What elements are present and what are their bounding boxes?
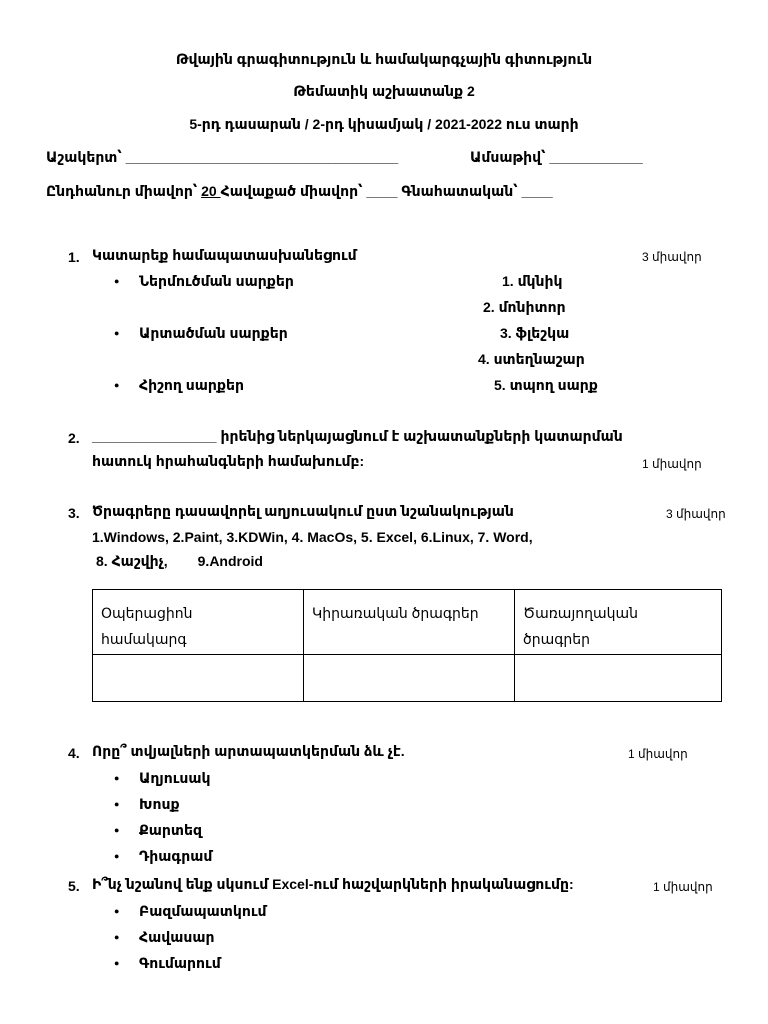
q3-text: Ծրագրերը դասավորել աղյուսակում ըստ նշանակության — [92, 503, 514, 519]
date-label: Ամսաթիվ՝ — [470, 149, 550, 165]
q1-option: 2. մոնիտոր — [483, 299, 566, 315]
q1-bullet-item: ● Արտածման սարքեր — [139, 324, 288, 342]
q5-text: Ի՞նչ նշանով ենք սկսում Excel-ում հաշվարկների իրականացումը: — [92, 876, 574, 892]
student-name-label: Աշակերտ՝ — [46, 149, 126, 165]
table-header-cell-os — [93, 590, 304, 655]
date-blank: ____________ — [549, 149, 643, 165]
scores-row — [46, 182, 553, 200]
q3-points: 3 միավոր — [666, 507, 726, 521]
q3-programs-line2 — [96, 552, 263, 570]
grade-blank: ____ — [521, 183, 553, 199]
q1-points: 3 միավոր — [642, 250, 702, 264]
q1-option: 1. մկնիկ — [502, 273, 563, 289]
q1-number: 1. — [68, 249, 80, 265]
table-header-cell-utilities — [515, 590, 722, 655]
student-name-blank: ___________________________________ — [125, 149, 399, 165]
total-score-label: Ընդհանուր միավոր՝ — [46, 183, 202, 199]
q4-bullet-item: ● Խոսք — [139, 795, 180, 813]
q2-blank: ________________ — [92, 428, 217, 444]
q4-bullet-item: ● Աղյուսակ — [139, 769, 211, 787]
q3-programs-line1: 1.Windows, 2.Paint, 3.KDWin, 4. MacOs, 5. Excel, 6.Linux, 7. Word, — [92, 529, 533, 545]
table-header-cell-applications — [304, 590, 515, 655]
q1-option: 5. տպող սարք — [494, 377, 598, 393]
grade-label: Գնահատական՝ — [397, 183, 522, 199]
q4-text: Որը՞ տվյալների արտապատկերման ձև չէ. — [92, 743, 405, 759]
table-header-text: Կիրառական ծրագրեր — [312, 605, 479, 621]
q4-points: 1 միավոր — [628, 747, 688, 761]
q1-option: 3. ֆլեշկա — [500, 325, 570, 341]
earned-score-label: Հավաքած միավոր՝ — [220, 183, 367, 199]
earned-score-blank: ____ — [366, 183, 398, 199]
q4-bullet-item: ● Քարտեզ — [139, 821, 202, 839]
q3-program-android: 9.Android — [197, 553, 263, 569]
q4-number: 4. — [68, 745, 80, 761]
q1-bullet-item: ● Ներմուծման սարքեր — [139, 272, 294, 290]
q5-bullet-item: ● Գումարում — [139, 954, 221, 972]
q2-points: 1 միավոր — [642, 457, 702, 471]
q2-number: 2. — [68, 430, 80, 446]
table-answer-cell[interactable] — [93, 655, 304, 702]
q5-points: 1 միավոր — [653, 880, 713, 894]
q5-number: 5. — [68, 878, 80, 894]
date-row — [470, 148, 643, 166]
q1-text: Կատարեք համապատասխանեցում — [92, 247, 357, 263]
student-name-row — [46, 148, 398, 166]
q2-text-line1 — [92, 427, 623, 445]
worksheet-subtitle: Թեմատիկ աշխատանք 2 — [293, 83, 475, 99]
q1-bullet-item: ● Հիշող սարքեր — [139, 376, 244, 394]
q5-bullet-item: ● Բազմապատկում — [139, 902, 267, 920]
table-header-text: ծրագրեր — [523, 631, 591, 647]
worksheet-title: Թվային գրագիտություն և համակարգչային գիտություն — [175, 51, 593, 67]
table-header-text: Օպերացիոն — [101, 605, 193, 621]
q1-option: 4. ստեղնաշար — [478, 351, 585, 367]
q3-program-calculator: 8. Հաշվիչ, — [96, 553, 168, 569]
class-semester-year: 5-րդ դասարան / 2-րդ կիսամյակ / 2021-2022 ուս տարի — [189, 116, 579, 132]
table-answer-cell[interactable] — [304, 655, 515, 702]
q3-classification-table — [92, 589, 722, 702]
q2-text-line2: հատուկ հրահանգների համախումբ: — [92, 453, 365, 469]
table-answer-row — [93, 655, 722, 702]
q4-bullet-item: ● Դիագրամ — [139, 847, 212, 865]
total-score-value: 20 — [201, 183, 221, 199]
table-header-row — [93, 590, 722, 655]
table-answer-cell[interactable] — [515, 655, 722, 702]
q2-text-part: իրենից ներկայացնում է աշխատանքների կատարման — [216, 428, 623, 444]
q5-bullet-item: ● Հավասար — [139, 928, 215, 946]
q3-number: 3. — [68, 505, 80, 521]
table-header-text: Ծառայողական — [523, 605, 639, 621]
table-header-text: համակարգ — [101, 631, 187, 647]
